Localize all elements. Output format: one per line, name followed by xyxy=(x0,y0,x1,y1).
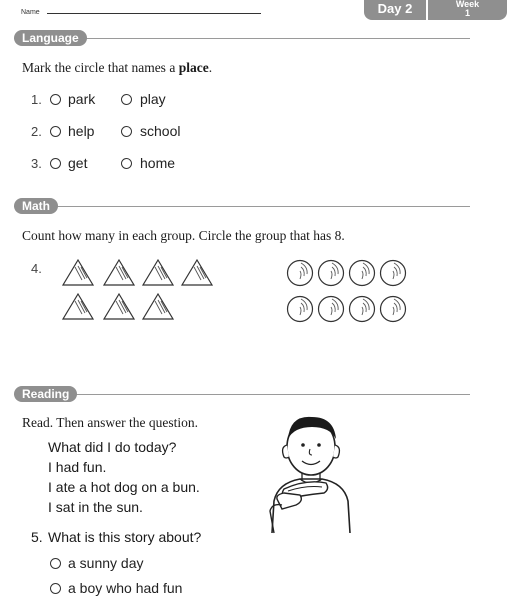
question-number-2: 2. xyxy=(31,124,42,139)
answer-bubble-boy-had-fun[interactable] xyxy=(50,583,61,594)
reading-question: What is this story about? xyxy=(48,529,202,545)
circle-shape xyxy=(381,261,406,286)
triangle-shape xyxy=(63,260,93,285)
answer-bubble-help[interactable] xyxy=(50,126,61,137)
circle-shape xyxy=(319,261,344,286)
name-input-line[interactable] xyxy=(47,13,261,14)
circle-shape xyxy=(319,297,344,322)
triangle-group[interactable] xyxy=(60,255,220,323)
answer-bubble-play[interactable] xyxy=(121,94,132,105)
option-school: school xyxy=(140,123,181,139)
question-number-3: 3. xyxy=(31,156,42,171)
reading-rule xyxy=(14,394,470,395)
answer-bubble-park[interactable] xyxy=(50,94,61,105)
language-section-title: Language xyxy=(14,30,87,46)
circle-shape xyxy=(381,297,406,322)
circle-group[interactable] xyxy=(284,256,416,326)
reading-instruction: Read. Then answer the question. xyxy=(22,415,198,430)
circle-shape xyxy=(288,297,313,322)
option-help: help xyxy=(68,123,95,139)
option-home: home xyxy=(140,155,176,171)
triangle-shape xyxy=(63,294,93,319)
story-line-3: I ate a hot dog on a bun. xyxy=(48,479,200,495)
week-tab xyxy=(428,0,507,20)
answer-bubble-school[interactable] xyxy=(121,126,132,137)
triangle-shape xyxy=(104,294,134,319)
question-number-4: 4. xyxy=(31,261,42,276)
triangle-shape xyxy=(182,260,212,285)
question-number-5: 5. xyxy=(31,529,43,545)
circle-shape xyxy=(350,261,375,286)
reading-section-title: Reading xyxy=(14,386,77,402)
day-tab: Day 2 xyxy=(364,0,426,20)
answer-bubble-home[interactable] xyxy=(121,158,132,169)
name-label: Name xyxy=(21,9,40,16)
option-get: get xyxy=(68,155,88,171)
language-instruction: Mark the circle that names a place. xyxy=(22,60,213,75)
option-boy-had-fun: a boy who had fun xyxy=(68,580,183,596)
option-sunny-day: a sunny day xyxy=(68,555,144,571)
circle-shape xyxy=(288,261,313,286)
answer-bubble-sunny-day[interactable] xyxy=(50,558,61,569)
triangle-shape xyxy=(104,260,134,285)
boy-eating-hotdog-illustration xyxy=(260,405,360,545)
story-line-2: I had fun. xyxy=(48,459,107,475)
week-label: Week xyxy=(455,0,480,9)
triangle-shape xyxy=(143,294,173,319)
story-line-1: What did I do today? xyxy=(48,439,177,455)
story-line-4: I sat in the sun. xyxy=(48,499,143,515)
math-rule xyxy=(14,206,470,207)
option-park: park xyxy=(68,91,96,107)
week-number: 1 xyxy=(464,8,470,18)
triangle-shape xyxy=(143,260,173,285)
answer-bubble-get[interactable] xyxy=(50,158,61,169)
question-number-1: 1. xyxy=(31,92,42,107)
math-section-title: Math xyxy=(14,198,58,214)
circle-shape xyxy=(350,297,375,322)
math-instruction: Count how many in each group. Circle the group that has 8. xyxy=(22,228,345,243)
option-play: play xyxy=(140,91,166,107)
